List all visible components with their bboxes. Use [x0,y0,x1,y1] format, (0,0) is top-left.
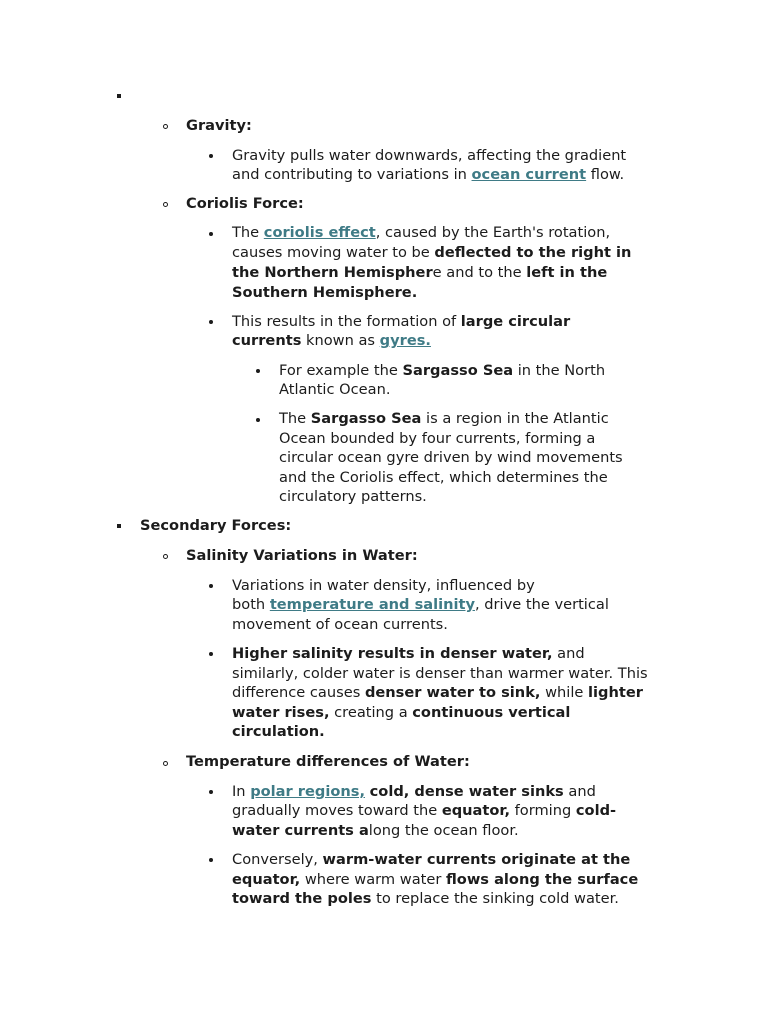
text-line: causes moving water to be deflected to the right in [232,244,632,261]
dot-bullet-icon [209,584,213,588]
text-line: and the Coriolis effect, which determines the [279,469,608,486]
text-line: similarly, colder water is denser than warmer water. This [232,665,648,682]
temperature-and-salinity-link[interactable]: temperature and salinity [269,596,476,613]
text-line: circulation. [232,723,325,740]
text-line: Higher salinity results in denser water, and [232,645,585,662]
dot-bullet-icon [209,652,213,656]
text-line: equator, where warm water flows along the surface [232,871,639,888]
dot-bullet-icon [209,154,213,158]
salinity-heading: Salinity Variations in Water: [186,547,418,564]
dot-bullet-icon [256,418,260,422]
coriolis-heading: Coriolis Force: [186,195,304,212]
text-line: water rises, creating a continuous vertical [232,704,571,721]
text-line: circulatory patterns. [279,488,427,505]
text-line: In polar regions, cold, dense water sinks and [232,783,596,800]
text-line: both temperature and salinity, drive the vertical [232,596,609,613]
coriolis-effect-link[interactable]: coriolis effect [263,224,376,241]
text-line: movement of ocean currents. [232,616,448,633]
circle-bullet-icon [163,202,168,207]
text-line: Atlantic Ocean. [279,381,391,398]
text-line: toward the poles to replace the sinking cold water. [232,890,619,907]
gravity-heading: Gravity: [186,117,252,134]
text-line: difference causes denser water to sink, while lighter [232,684,643,701]
text-line: currents known as gyres. [232,332,431,349]
text-line: This results in the formation of large circular [232,313,571,330]
ocean-current-link[interactable]: ocean current [471,166,587,183]
text-line: The Sargasso Sea is a region in the Atlantic [279,410,609,427]
dot-bullet-icon [209,232,213,236]
text-line: Ocean bounded by four currents, forming a [279,430,596,447]
text-line: The coriolis effect, caused by the Earth's rotation, [232,224,611,241]
square-bullet-icon [117,524,121,528]
dot-bullet-icon [209,858,213,862]
dot-bullet-icon [256,369,260,373]
polar-regions-link[interactable]: polar regions, [250,783,365,800]
text-line: For example the Sargasso Sea in the North [279,362,606,379]
circle-bullet-icon [163,554,168,559]
text-line: Variations in water density, influenced by [232,577,535,594]
text-line: Southern Hemisphere. [232,284,418,301]
dot-bullet-icon [209,790,213,794]
text-line: circular ocean gyre driven by wind movements [279,449,623,466]
text-line: and contributing to variations in ocean current flow. [232,166,625,183]
text-line: the Northern Hemisphere and to the left in the [232,264,608,281]
text-line: gradually moves toward the equator, forming cold- [232,802,617,819]
temperature-heading: Temperature differences of Water: [186,753,470,770]
secondary-forces-heading: Secondary Forces: [140,517,292,534]
text-line: water currents along the ocean floor. [232,822,519,839]
text-line: Gravity pulls water downwards, affecting the gradient [232,147,627,164]
circle-bullet-icon [163,124,168,129]
gyres-link[interactable]: gyres. [379,332,431,349]
circle-bullet-icon [163,761,168,766]
text-line: Conversely, warm-water currents originate at the [232,851,631,868]
square-bullet-icon [117,94,121,98]
dot-bullet-icon [209,320,213,324]
